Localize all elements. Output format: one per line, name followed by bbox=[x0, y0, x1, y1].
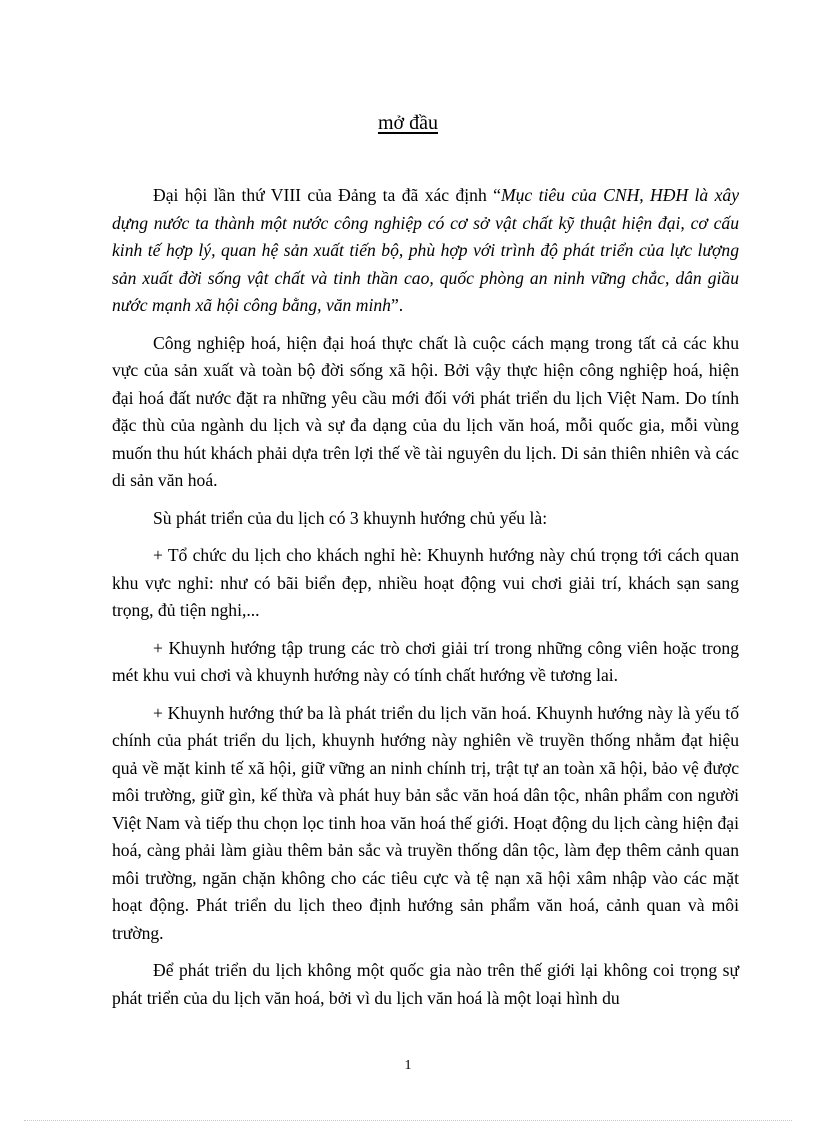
page-number: 1 bbox=[404, 1058, 412, 1073]
paragraph-5: + Khuynh hướng tập trung các trò chơi giải trí trong những công viên hoặc trong mét khu vui chơi và khuynh hướng này có tính chất hướng về tương lai. bbox=[112, 637, 739, 685]
page-title: mở đầu bbox=[377, 112, 438, 134]
paragraph-2: Công nghiệp hoá, hiện đại hoá thực chất là cuộc cách mạng trong tất cả các khu vực của sản xuất và toàn bộ đời sống xã hội. Bởi vậy thực hiện công nghiệp hoá, hiện đại hoá đất nước đặt ra những yêu cầu mới đối với phát triển du lịch Việt Nam. Do tính đặc thù của ngành du lịch và sự đa dạng của du lịch văn hoá, mỗi quốc gia, mỗi vùng muốn thu hút khách phải dựa trên lợi thế về tài nguyên du lịch. Di sản thiên nhiên và các di sản văn hoá. bbox=[112, 332, 739, 490]
document-body bbox=[112, 182, 739, 1022]
paragraph-1 bbox=[112, 182, 739, 320]
paragraph-6: + Khuynh hướng thứ ba là phát triển du lịch văn hoá. Khuynh hướng này là yếu tố chính của phát triển du lịch, khuynh hướng này nghiên về truyền thống nhằm đạt hiệu quả về mặt kinh tế xã hội, giữ vững an ninh chính trị, trật tự an toàn xã hội, bảo vệ được môi trường, giữ gìn, kế thừa và phát huy bản sắc văn hoá dân tộc, nhân phẩm con người Việt Nam và tiếp thu chọn lọc tinh hoa văn hoá thế giới. Hoạt động du lịch càng hiện đại hoá, càng phải làm giàu thêm bản sắc và truyền thống dân tộc, làm đẹp thêm cảnh quan môi trường, ngăn chặn không cho các tiêu cực và tệ nạn xã hội xâm nhập vào các mặt hoạt động. Phát triển du lịch theo định hướng sản phẩm văn hoá, cảnh quan và môi trường. bbox=[112, 702, 739, 943]
paragraph-1-quote: Mục tiêu của CNH, HĐH là xây dựng nước ta thành một nước công nghiệp có cơ sở vật chất kỹ thuật hiện đại, cơ cấu kinh tế hợp lý, quan hệ sản xuất tiến bộ, phù hợp với trình độ phát triển của lực lượng sản xuất đời sống vật chất và tinh thần cao, quốc phòng an ninh vững chắc, dân giầu nước mạnh xã hội công bằng, văn minh bbox=[112, 185, 739, 315]
paragraph-3: Sù phát triển của du lịch có 3 khuynh hướng chủ yếu là: bbox=[153, 507, 548, 528]
paragraph-1-tail: ”. bbox=[390, 295, 404, 315]
paragraph-7: Để phát triển du lịch không một quốc gia nào trên thế giới lại không coi trọng sự phát triển của du lịch văn hoá, bởi vì du lịch văn hoá là một loại hình du bbox=[112, 960, 739, 1008]
page-bottom-border bbox=[24, 1120, 792, 1121]
paragraph-4: + Tổ chức du lịch cho khách nghỉ hè: Khuynh hướng này chú trọng tới cách quan khu vực nghỉ: như có bãi biển đẹp, nhiều hoạt động vui chơi giải trí, khách sạn sang trọng, đủ tiện nghi,... bbox=[112, 545, 739, 620]
paragraph-1-lead: Đại hội lần thứ VIII của Đảng ta đã xác định “ bbox=[153, 185, 501, 205]
